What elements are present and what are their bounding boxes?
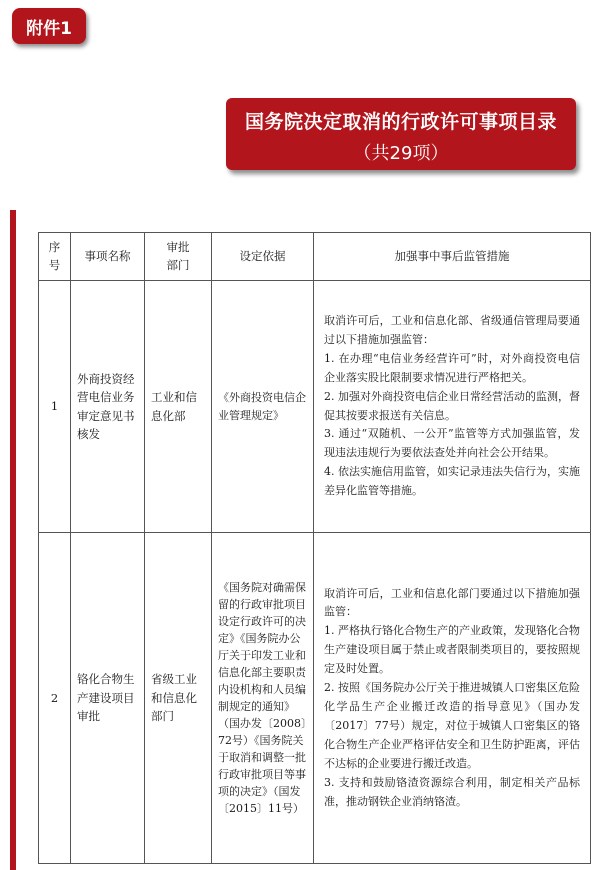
licensing-items-table: [38, 232, 591, 864]
row-item-name: 铬化合物生产建设项目审批: [71, 533, 145, 864]
measure-line: 2. 加强对外商投资电信企业日常经营活动的监测，督促其按要求报送有关信息。: [324, 389, 580, 422]
measure-line: 4. 依法实施信用监管，如实记录违法失信行为，实施差异化监管等措施。: [324, 465, 580, 498]
row-supervision-measures: [314, 533, 591, 864]
document-subtitle: （共29项）: [353, 143, 449, 164]
header-item-name: 事项名称: [71, 233, 145, 281]
row-legal-basis: 《国务院对确需保留的行政审批项目设定行政许可的决定》《国务院办公厅关于印发工业和信息化部主要职责内设机构和人员编制规定的通知》（国办发〔2008〕72号）《国务院关于取消和调整一批行政审批项目等事项的决定》（国发〔2015〕11号）: [212, 533, 314, 864]
title-banner: [226, 98, 576, 170]
decorative-side-bar: [10, 210, 16, 870]
measure-line: 2. 按照《国务院办公厅关于推进城镇人口密集区危险化学品生产企业搬迁改造的指导意见》（国办发〔2017〕77号）规定，对位于城镇人口密集区的铬化合物生产企业严格评估安全和卫生防护距离，评估不达标的企业要进行搬迁改造。: [324, 681, 580, 770]
row-legal-basis: 《外商投资电信企业管理规定》: [212, 281, 314, 533]
header-approval-dept: 审批部门: [145, 233, 212, 281]
attachment-tag: 附件1: [12, 8, 86, 44]
measure-line: 1. 严格执行铬化合物生产的产业政策，发现铬化合物生产建设项目属于禁止或者限制类项目的，要按照规定及时处置。: [324, 624, 580, 676]
table-row: [39, 533, 591, 864]
header-serial-no: 序号: [39, 233, 71, 281]
row-approval-dept: 工业和信息化部: [145, 281, 212, 533]
measure-line: 取消许可后，工业和信息化部门要通过以下措施加强监管：: [324, 586, 580, 619]
measure-line: 1. 在办理“电信业务经营许可”时，对外商投资电信企业落实股比限制要求情况进行严格把关。: [324, 351, 580, 384]
measure-line: 3. 通过“双随机、一公开”监管等方式加强监管，发现违法违规行为要依法查处并向社会公开结果。: [324, 427, 580, 460]
row-serial-no: 2: [39, 533, 71, 864]
row-supervision-measures: [314, 281, 591, 533]
table-row: [39, 281, 591, 533]
header-supervision-measures: 加强事中事后监管措施: [314, 233, 591, 281]
measure-line: 3. 支持和鼓励铬渣资源综合利用，制定相关产品标准，推动钢铁企业消纳铬渣。: [324, 775, 580, 808]
header-legal-basis: 设定依据: [212, 233, 314, 281]
row-serial-no: 1: [39, 281, 71, 533]
document-title: 国务院决定取消的行政许可事项目录: [244, 111, 557, 133]
row-approval-dept: 省级工业和信息化部门: [145, 533, 212, 864]
row-item-name: 外商投资经营电信业务审定意见书核发: [71, 281, 145, 533]
measure-line: 取消许可后，工业和信息化部、省级通信管理局要通过以下措施加强监管：: [324, 313, 580, 346]
table-header-row: [39, 233, 591, 281]
